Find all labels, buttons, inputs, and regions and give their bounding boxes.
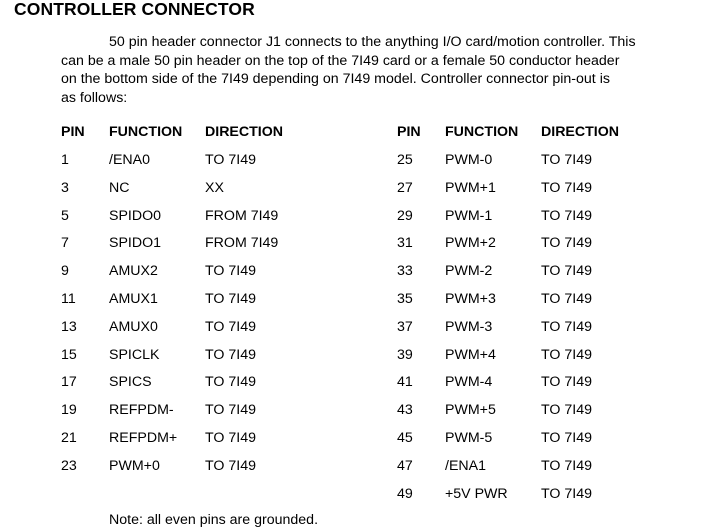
- pin-direction: TO 7I49: [541, 290, 592, 307]
- pin-direction: TO 7I49: [541, 346, 592, 363]
- pin-function: PWM-1: [445, 207, 493, 224]
- pin-number: 9: [61, 263, 69, 280]
- pin-direction: TO 7I49: [541, 207, 592, 224]
- pin-number: 5: [61, 207, 69, 224]
- pin-function: PWM-2: [445, 263, 493, 280]
- pin-column-header: PIN: [397, 124, 421, 140]
- pin-number: 1: [61, 152, 69, 168]
- pin-number: 43: [397, 402, 413, 419]
- function-column-header: FUNCTION: [445, 124, 519, 140]
- pin-function: AMUX0: [109, 318, 158, 335]
- pin-number: 39: [397, 346, 413, 363]
- pin-direction: TO 7I49: [205, 346, 256, 363]
- pin-number: 31: [397, 235, 413, 252]
- pin-number: 3: [61, 179, 69, 196]
- pin-number: 41: [397, 374, 413, 391]
- pin-direction: TO 7I49: [541, 457, 592, 474]
- pin-number: 17: [61, 374, 77, 391]
- pin-number: 13: [61, 318, 77, 335]
- pin-function: SPIDO1: [109, 235, 162, 252]
- pin-number: 49: [397, 485, 413, 502]
- pin-function: REFPDM+: [109, 429, 178, 446]
- pin-direction: TO 7I49: [541, 179, 592, 196]
- pin-function: PWM+0: [109, 457, 160, 474]
- pin-function: +5V PWR: [445, 485, 508, 502]
- pin-direction: TO 7I49: [205, 318, 256, 335]
- pin-number: 47: [397, 457, 413, 474]
- pin-number: 37: [397, 318, 413, 335]
- pin-direction: TO 7I49: [541, 429, 592, 446]
- pin-function: PWM+1: [445, 179, 496, 196]
- grounding-note: Note: all even pins are grounded.: [109, 512, 319, 528]
- pin-direction: FROM 7I49: [205, 235, 279, 252]
- pin-number: 27: [397, 179, 413, 196]
- pin-function: AMUX1: [109, 290, 158, 307]
- pin-function: PWM-4: [445, 374, 493, 391]
- pin-direction: TO 7I49: [541, 318, 592, 335]
- pin-direction: TO 7I49: [541, 263, 592, 280]
- pin-number: 29: [397, 207, 413, 224]
- pin-function: PWM+4: [445, 346, 496, 363]
- pin-function: /ENA0: [109, 152, 151, 168]
- pin-number: 33: [397, 263, 413, 280]
- pin-direction: TO 7I49: [541, 485, 592, 502]
- pin-number: 35: [397, 290, 413, 307]
- pin-function: PWM-3: [445, 318, 493, 335]
- pin-number: 23: [61, 457, 77, 474]
- pin-direction: TO 7I49: [205, 429, 256, 446]
- paragraph-line: can be a male 50 pin header on the top of the 7I49 card or a female 50 conductor header: [61, 52, 620, 69]
- pin-function: PWM+2: [445, 235, 496, 252]
- pin-function: SPIDO0: [109, 207, 162, 224]
- pin-function: PWM+3: [445, 290, 496, 307]
- pin-function: AMUX2: [109, 263, 158, 280]
- pin-function: SPICLK: [109, 346, 160, 363]
- pin-function: SPICS: [109, 374, 152, 391]
- paragraph-line: 50 pin header connector J1 connects to the anything I/O card/motion controller. This: [109, 34, 636, 50]
- function-column-header: FUNCTION: [109, 124, 183, 140]
- pin-direction: TO 7I49: [205, 152, 256, 168]
- pin-direction: TO 7I49: [541, 374, 592, 391]
- pin-function: PWM-0: [445, 152, 493, 168]
- pin-direction: TO 7I49: [541, 402, 592, 419]
- pin-direction: FROM 7I49: [205, 207, 279, 224]
- pin-direction: TO 7I49: [205, 263, 256, 280]
- pin-direction: TO 7I49: [205, 290, 256, 307]
- pin-column-header: PIN: [61, 124, 85, 140]
- direction-column-header: DIRECTION: [205, 124, 284, 140]
- paragraph-line: on the bottom side of the 7I49 depending on 7I49 model. Controller connector pin-out is: [61, 71, 610, 87]
- direction-column-header: DIRECTION: [541, 124, 620, 140]
- pin-function: PWM+5: [445, 402, 496, 419]
- pin-number: 11: [61, 290, 76, 307]
- pin-function: PWM-5: [445, 429, 493, 446]
- pin-number: 15: [61, 346, 77, 363]
- pin-direction: TO 7I49: [541, 152, 592, 168]
- pin-direction: TO 7I49: [205, 374, 256, 391]
- pin-function: NC: [109, 179, 130, 196]
- pin-direction: XX: [205, 179, 224, 196]
- pin-direction: TO 7I49: [205, 402, 256, 419]
- paragraph-line: as follows:: [61, 89, 128, 106]
- pin-number: 45: [397, 429, 413, 446]
- pin-function: REFPDM-: [109, 402, 174, 419]
- pin-function: /ENA1: [445, 457, 487, 474]
- pin-number: 25: [397, 152, 413, 168]
- pin-number: 21: [61, 429, 77, 446]
- pin-direction: TO 7I49: [205, 457, 256, 474]
- pin-number: 7: [61, 235, 69, 252]
- section-heading: CONTROLLER CONNECTOR: [14, 0, 255, 19]
- pin-number: 19: [61, 402, 77, 419]
- description-paragraph: [61, 33, 688, 107]
- pin-direction: TO 7I49: [541, 235, 592, 252]
